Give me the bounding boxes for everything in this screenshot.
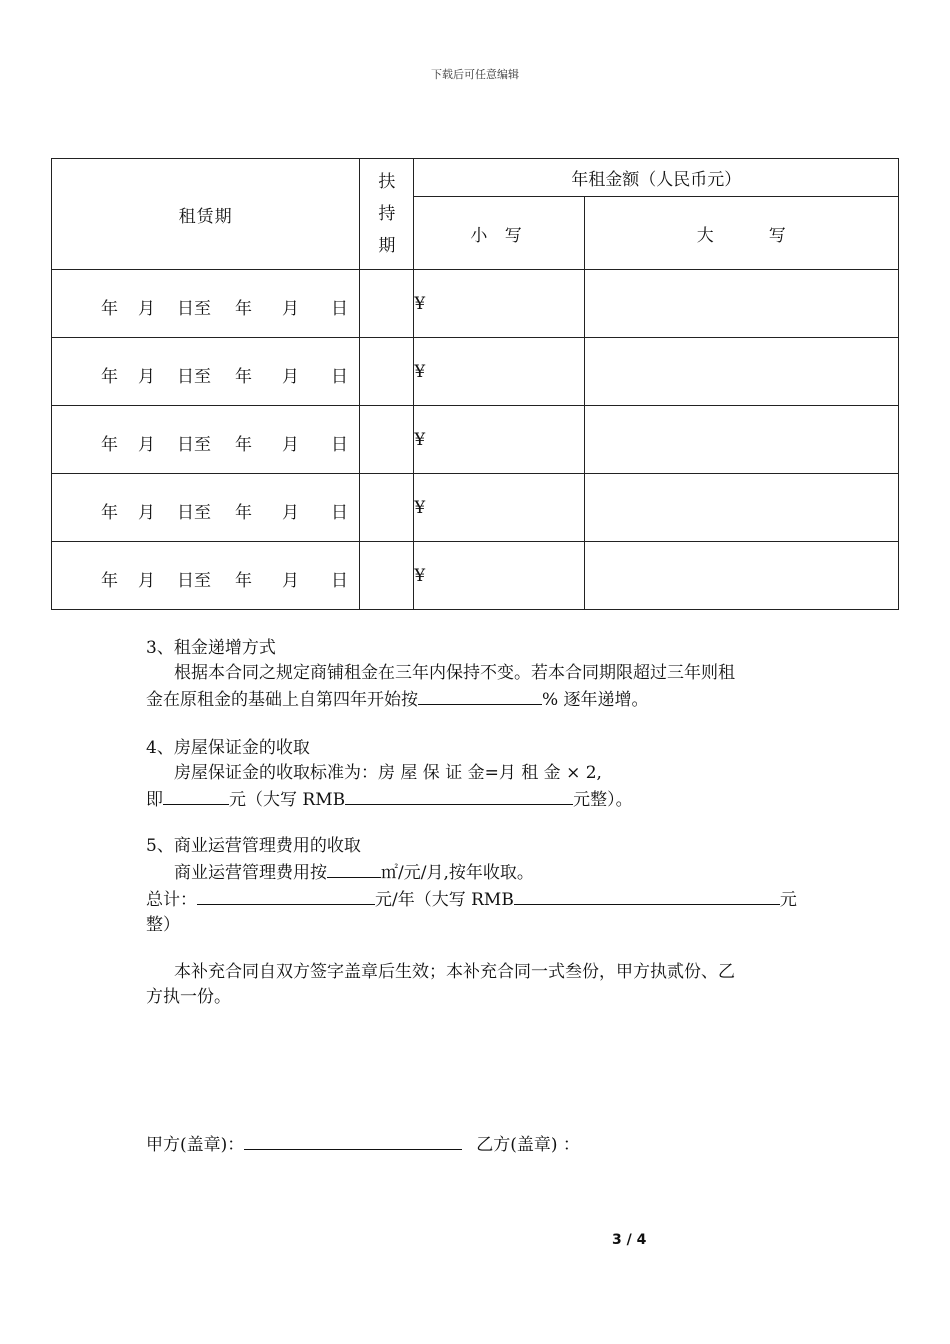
paragraph-line: 整）: [146, 915, 180, 935]
paragraph-line: 本补充合同自双方签字盖章后生效；本补充合同一式叁份，甲方执贰份、乙: [174, 962, 735, 982]
lowercase-header: 小 写: [414, 197, 584, 270]
section-title: 3、租金递增方式: [146, 638, 276, 658]
rent-schedule-table: [51, 158, 899, 610]
paragraph-line: 总计： 元/年（大写 RMB 元: [146, 886, 816, 913]
section-rent-increase: [146, 636, 816, 713]
uppercase-amount-cell[interactable]: [584, 542, 898, 610]
increase-rate-blank[interactable]: [418, 686, 542, 705]
support-cell[interactable]: [360, 474, 414, 542]
uppercase-amount-cell[interactable]: [584, 338, 898, 406]
period-cell[interactable]: 年 月 日至 年 月 日: [52, 542, 360, 610]
period-cell[interactable]: 年 月 日至 年 月 日: [52, 270, 360, 338]
paragraph-line: 金在原租金的基础上自第四年开始按 % 逐年递增。: [146, 686, 816, 713]
party-a-signature-blank[interactable]: [244, 1131, 462, 1150]
support-cell[interactable]: [360, 338, 414, 406]
period-cell[interactable]: 年 月 日至 年 月 日: [52, 474, 360, 542]
section-deposit: [146, 736, 816, 813]
period-cell[interactable]: 年 月 日至 年 月 日: [52, 338, 360, 406]
period-header: 租赁期: [52, 159, 360, 270]
party-b-label: 乙方(盖章) ：: [476, 1135, 580, 1155]
uppercase-amount-cell[interactable]: [584, 270, 898, 338]
closing-clause: [146, 960, 816, 1010]
fee-uppercase-blank[interactable]: [514, 886, 780, 905]
header-note: 下载后可任意编辑: [431, 68, 519, 81]
section-title: 4、房屋保证金的收取: [146, 738, 310, 758]
table-row: [52, 542, 899, 610]
table-row: [52, 338, 899, 406]
paragraph-line: 方执一份。: [146, 987, 231, 1007]
lowercase-amount-cell[interactable]: ¥: [414, 474, 584, 542]
table-row: [52, 474, 899, 542]
lowercase-amount-cell[interactable]: ¥: [414, 406, 584, 474]
support-period-header: 扶 持 期: [360, 159, 414, 270]
paragraph-line: 商业运营管理费用按 ㎡/元/月,按年收取。: [146, 859, 816, 886]
uppercase-amount-cell[interactable]: [584, 406, 898, 474]
support-cell[interactable]: [360, 406, 414, 474]
deposit-amount-blank[interactable]: [163, 786, 229, 805]
table-row: [52, 406, 899, 474]
paragraph-line: 即 元（大写 RMB 元整）。: [146, 786, 816, 813]
paragraph-line: 根据本合同之规定商铺租金在三年内保持不变。若本合同期限超过三年则租: [174, 663, 735, 683]
fee-rate-blank[interactable]: [327, 859, 381, 878]
section-title: 5、商业运营管理费用的收取: [146, 836, 361, 856]
party-a-label: 甲方(盖章)：: [146, 1135, 245, 1155]
fee-total-blank[interactable]: [197, 886, 375, 905]
uppercase-amount-cell[interactable]: [584, 474, 898, 542]
period-cell[interactable]: 年 月 日至 年 月 日: [52, 406, 360, 474]
support-cell[interactable]: [360, 542, 414, 610]
deposit-uppercase-blank[interactable]: [345, 786, 573, 805]
lowercase-amount-cell[interactable]: ¥: [414, 542, 584, 610]
paragraph-line: 房屋保证金的收取标准为：房 屋 保 证 金=月 租 金 × 2,: [174, 763, 602, 783]
support-cell[interactable]: [360, 270, 414, 338]
table-row: [52, 270, 899, 338]
signature-line: [146, 1130, 580, 1155]
annual-rent-header: 年租金额（人民币元）: [414, 159, 899, 197]
lowercase-amount-cell[interactable]: ¥: [414, 338, 584, 406]
section-management-fee: [146, 834, 816, 938]
uppercase-header: 大 写: [584, 197, 898, 270]
lowercase-amount-cell[interactable]: ¥: [414, 270, 584, 338]
page-number: 3 / 4: [612, 1232, 647, 1248]
